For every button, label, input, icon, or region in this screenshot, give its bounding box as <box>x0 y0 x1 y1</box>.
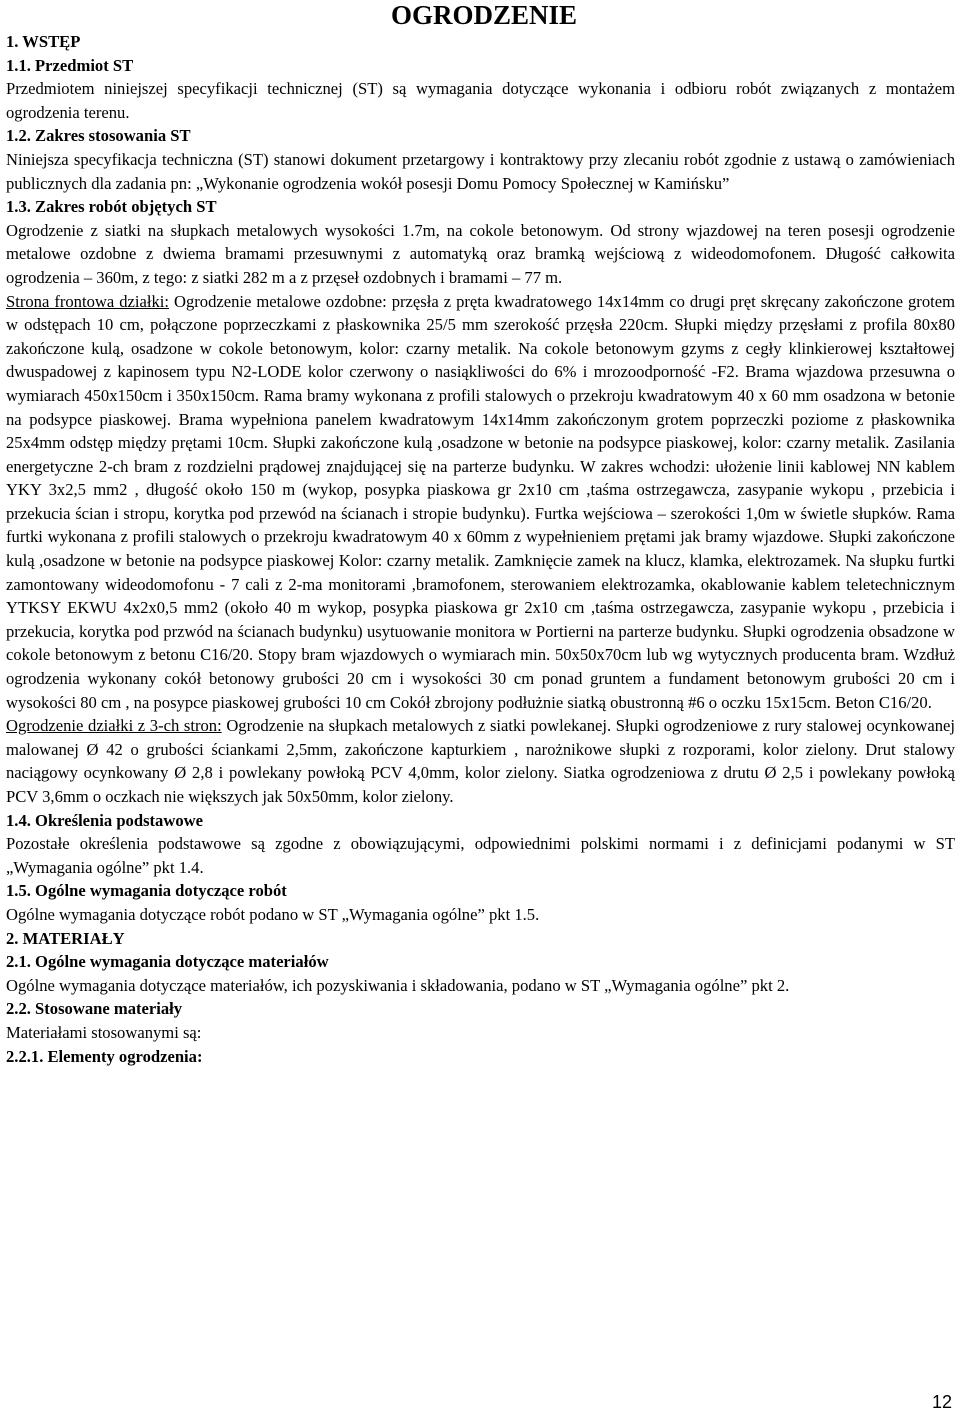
paragraph-1-5: Ogólne wymagania dotyczące robót podano w ST „Wymagania ogólne” pkt 1.5. <box>6 904 540 924</box>
front-side-text: Ogrodzenie metalowe ozdobne: przęsła z pręta kwadratowego 14x14mm co drugi pręt skręcany zakończone grotem w odstępach 10 cm, połączone poprzeczkami z płaskownika 25/5 mm szerokość przęsła 220cm. Słupki między przęsłami z profila 80x80 zakończone kulą, osadzone w cokole betonowym, kolor: czarny metalik. Na cokole betonowym gzyms z cegły klinkierowej kształtowej dwuspadowej z kapinosem typu N2-LODE kolor czerwony o nasiąkliwości do 6% i mrozoodporność -F2. Brama wjazdowa przesuwna o wymiarach 450x150cm i 350x150cm. Rama bramy wykonana z profili stalowych o przekroju kwadratowym 40 x 60 mm osadzona w betonie na podsypce piaskowej. Brama wypełniona panelem kwadratowym 14x14mm zakończonym grotem poprzeczki poziome z płaskownika 25x4mm odstęp między prętami 10cm. Słupki zakończone kulą ,osadzone w betonie na podsypce piaskowej, kolor: czarny metalik. Zasilania energetyczne 2-ch bram z rozdzielni prądowej znajdującej się na parterze budynku. W zakres wchodzi: ułożenie linii kablowej NN kablem YKY 3x2,5 mm2 , długość około 150 m (wykop, posypka piaskowa gr 2x10 cm ,taśma ostrzegawcza, zasypanie wykopu , przebicia i przekucia ścian i stropu, korytka pod przewód na ścianach i stropie budynku). Furtka wejściowa – szerokości 1,0m w świetle słupków. Rama furtki wykonana z profili stalowych o przekroju kwadratowym 40 x 60mm z wypełnieniem prętami jak bramy wjazdowe. Słupki zakończone kulą ,osadzone w betonie na podsypce piaskowej Kolor: czarny metalik. Zamknięcie zamek na klucz, klamka, elektrozamek. Na słupku furtki zamontowany wideodomofonu - 7 cali z 2-ma monitorami ,bramofonem, sterowaniem elektrozamka, okablowanie kablem teletechnicznym YTKSY EKWU 4x2x0,5 mm2 (około 40 m wykop, posypka piaskowa gr 2x10 cm ,taśma ostrzegawcza, zasypanie wykopu , przebicia i przekucia, korytka pod przwód na ścianach budynku) usytuowanie monitora w Portierni na parterze budynku. Słupki ogrodzenia obsadzone w cokole betonowym z betonu C16/20. Stopy bram wjazdowych o wymiarach min. 50x50x70cm lub wg wytycznych producenta bram. Wzdłuż ogrodzenia wykonany cokół betonowy grubości 20 cm i wysokości 30 cm ponad gruntem a fundament betonowym grubości 20 cm i wysokości 80 cm , na posypce piaskowej grubości 10 cm Cokół zbrojony podłużnie siatką obustronną #6 o oczku 15x15cm. Beton C16/20. <box>6 291 955 712</box>
paragraph-1-2: Niniejsza specyfikacja techniczna (ST) stanowi dokument przetargowy i kontraktowy przy zlecaniu robót zgodnie z ustawą o zamówieniach publicznych dla zadania pn: „Wykonanie ogrodzenia wokół posesji Domu Pomocy Społecznej w Kamińsku” <box>6 149 955 193</box>
paragraph-front-side <box>6 290 955 715</box>
paragraph-2-1: Ogólne wymagania dotyczące materiałów, ich pozyskiwania i składowania, podano w ST „Wymagania ogólne” pkt 2. <box>6 975 790 995</box>
section-heading-1-4: 1.4. Określenia podstawowe <box>6 810 203 830</box>
section-heading-1-5: 1.5. Ogólne wymagania dotyczące robót <box>6 881 287 901</box>
section-heading-2-2-1: 2.2.1. Elementy ogrodzenia: <box>6 1046 203 1066</box>
section-heading-2-1: 2.1. Ogólne wymagania dotyczące materiałów <box>6 952 329 972</box>
front-side-label: Strona frontowa działki: <box>6 291 169 311</box>
section-heading-2-2: 2.2. Stosowane materiały <box>6 999 183 1019</box>
page-title: OGRODZENIE <box>390 0 578 30</box>
section-heading-2: 2. MATERIAŁY <box>6 928 125 948</box>
section-heading-1: 1. WSTĘP <box>6 32 81 51</box>
paragraph-2-2: Materiałami stosowanymi są: <box>6 1022 202 1042</box>
paragraph-1-4: Pozostałe określenia podstawowe są zgodne z obowiązującymi, odpowiednimi polskimi normami i z definicjami podanymi w ST „Wymagania ogólne” pkt 1.4. <box>6 834 955 877</box>
paragraph-1-1: Przedmiotem niniejszej specyfikacji technicznej (ST) są wymagania dotyczące wykonania i odbioru robót związanych z montażem ogrodzenia terenu. <box>6 79 955 122</box>
three-sides-label: Ogrodzenie działki z 3-ch stron: <box>6 716 222 736</box>
section-heading-1-1: 1.1. Przedmiot ST <box>6 55 134 75</box>
section-heading-1-3: 1.3. Zakres robót objętych ST <box>6 197 217 217</box>
page-number: 12 <box>931 1392 952 1412</box>
document-body <box>6 30 955 1068</box>
paragraph-three-sides <box>6 714 955 808</box>
paragraph-1-3: Ogrodzenie z siatki na słupkach metalowych wysokości 1.7m, na cokole betonowym. Od strony wjazdowej na teren posesji ogrodzenie metalowe ozdobne z dwiema bramami przesuwnymi z automatyką oraz bramką wejściową z wideodomofonem. Długość całkowita ogrodzenia – 360m, z tego: z siatki 282 m a z przęseł ozdobnych i bramami – 77 m. <box>6 220 955 287</box>
three-sides-text: Ogrodzenie na słupkach metalowych z siatki powlekanej. Słupki ogrodzeniowe z rury stalowej ocynkowanej malowanej Ø 42 o grubości ściankami 2,5mm, zakończone kapturkiem , narożnikowe słupki z rozporami, kolor zielony. Drut stalowy naciągowy ocynkowany Ø 2,8 i powlekany powłoką PCV 4,0mm, kolor zielony. Siatka ogrodzeniowa z drutu Ø 2,5 i powlekany powłoką PCV 3,6mm o oczkach nie większych jak 50x50mm, kolor zielony. <box>6 716 955 806</box>
section-heading-1-2: 1.2. Zakres stosowania ST <box>6 126 191 146</box>
